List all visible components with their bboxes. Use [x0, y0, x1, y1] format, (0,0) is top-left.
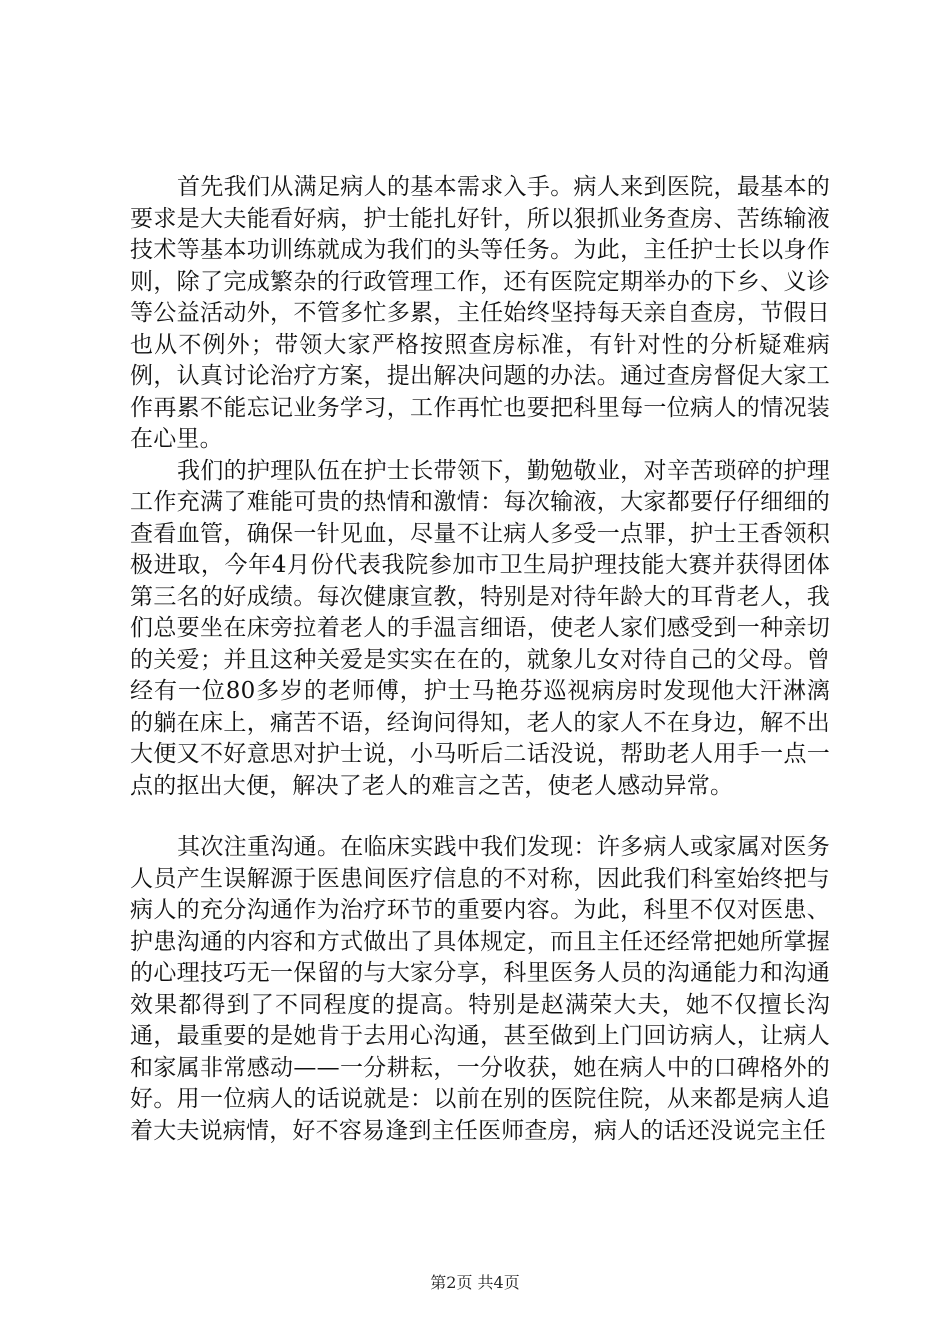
paragraph-ward-rounds: 首先我们从满足病人的基本需求入手。病人来到医院，最基本的要求是大夫能看好病，护士能扎好针，所以狠抓业务查房、苦练输液技术等基本功训练就成为我们的头等任务。为此，主任护士长以身作则，除了完成繁杂的行政管理工作，还有医院定期举办的下乡、义诊等公益活动外，不管多忙多累，主任始终坚持每天亲自查房，节假日也从不例外；带领大家严格按照查房标准，有针对性的分析疑难病例，认真讨论治疗方案，提出解决问题的办法。通过查房督促大家工作再累不能忘记业务学习，工作再忙也要把科里每一位病人的情况装在心里。 [130, 174, 830, 452]
page-footer: 第2页 共4页 [430, 1273, 520, 1292]
paragraph-communication: 其次注重沟通。在临床实践中我们发现：许多病人或家属对医务人员产生误解源于医患间医疗信息的不对称，因此我们科室始终把与病人的充分沟通作为治疗环节的重要内容。为此，科里不仅对医患、护患沟通的内容和方式做出了具体规定，而且主任还经常把她所掌握的心理技巧无一保留的与大家分享，科里医务人员的沟通能力和沟通效果都得到了不同程度的提高。特别是赵满荣大夫，她不仅擅长沟通，最重要的是她肯于去用心沟通，甚至做到上门回访病人，让病人和家属非常感动——一分耕耘，一分收获，她在病人中的口碑格外的好。用一位病人的话说就是：以前在别的医院住院，从来都是病人追着大夫说病情，好不容易逢到主任医师查房，病人的话还没说完主任 [130, 834, 830, 1144]
paragraph-nursing-team: 我们的护理队伍在护士长带领下，勤勉敬业，对辛苦琐碎的护理工作充满了难能可贵的热情和激情：每次输液，大家都要仔仔细细的查看血管，确保一针见血，尽量不让病人多受一点罪，护士王香领积极进取，今年4月份代表我院参加市卫生局护理技能大赛并获得团体第三名的好成绩。每次健康宣教，特别是对待年龄大的耳背老人，我们总要坐在床旁拉着老人的手温言细语，使老人家们感受到一种亲切的关爱；并且这种关爱是实实在在的，就象儿女对待自己的父母。曾经有一位80多岁的老师傅，护士马艳芬巡视病房时发现他大汗淋漓的躺在床上，痛苦不语，经询问得知，老人的家人不在身边，解不出大便又不好意思对护士说，小马听后二话没说，帮助老人用手一点一点的抠出大便，解决了老人的难言之苦，使老人感动异常。 [130, 457, 830, 799]
paragraph-spacer [130, 802, 830, 832]
document-body [130, 172, 830, 1147]
